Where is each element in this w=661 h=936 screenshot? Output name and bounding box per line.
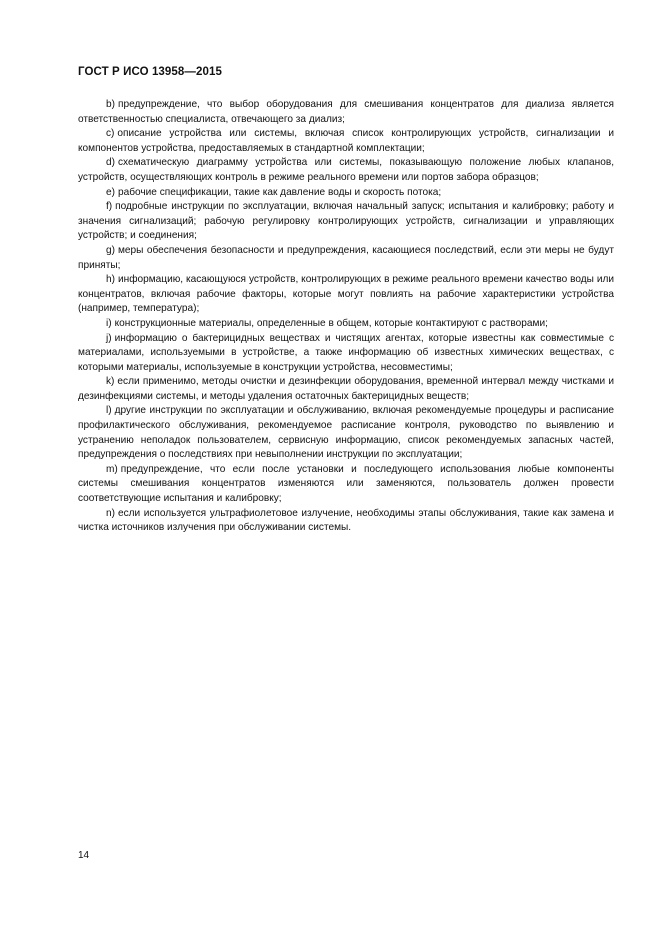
list-item-j: [78, 332, 614, 376]
item-marker: j): [106, 332, 112, 344]
item-marker: d): [106, 157, 115, 169]
item-text: конструкционные материалы, определенные в общем, которые контактируют с растворами;: [114, 317, 548, 329]
list-item-m: [78, 463, 614, 507]
item-text: описание устройства или системы, включая список контролирующих устройств, сигнализации и компонентов устройства, предоставляемых в стандартной комплектации;: [78, 128, 614, 154]
item-text: если применимо, методы очистки и дезинфекции оборудования, временной интервал между чистками и дезинфекциями системы, и методы удаления остаточных бактерицидных веществ;: [78, 376, 614, 402]
item-marker: n): [106, 507, 115, 519]
item-text: схематическую диаграмму устройства или системы, показывающую положение любых клапанов, устройств, осуществляющих контроль в режиме реального времени или портов забора образцов;: [78, 157, 614, 183]
item-text: рабочие спецификации, такие как давление воды и скорость потока;: [117, 186, 442, 198]
item-marker: e): [106, 186, 115, 198]
item-marker: k): [106, 376, 115, 388]
list-item-n: [78, 507, 614, 536]
item-marker: c): [106, 128, 115, 140]
document-body: [78, 98, 614, 536]
item-marker: g): [106, 244, 115, 256]
list-item-g: [78, 244, 614, 273]
item-marker: h): [106, 274, 115, 286]
document-header: ГОСТ Р ИСО 13958—2015: [78, 66, 223, 78]
item-marker: l): [106, 405, 112, 417]
list-item-i: [78, 317, 614, 332]
item-marker: i): [106, 317, 112, 329]
item-text: если используется ультрафиолетовое излучение, необходимы этапы обслуживания, такие как замена и чистка источников излучения при обслуживании системы.: [78, 507, 614, 534]
item-text: подробные инструкции по эксплуатации, включая начальный запуск; испытания и калибровку; работу и значения сигнализаций; рабочую регулировку контролирующих устройств, сигнализации и управляющих устройств; и соединения;: [78, 201, 614, 242]
item-text: предупреждение, что если после установки и последующего использования любые компоненты системы смешивания концентратов изменяются или заменяются, пользователь должен провести соответствующие испытания и калибровку;: [78, 463, 614, 505]
list-item-c: [78, 127, 614, 156]
item-text: информацию о бактерицидных веществах и чистящих агентах, которые известны как совместимые с материалами, используемыми в устройстве, а также информацию об известных химических веществах, с которыми материалы, используемые в конструкции устройства, несовместимы;: [78, 332, 614, 373]
list-item-e: [78, 186, 614, 201]
page-number: 14: [78, 850, 90, 861]
list-item-d: [78, 156, 614, 185]
item-marker: f): [106, 201, 113, 213]
list-item-l: [78, 404, 614, 462]
list-item-f: [78, 200, 614, 244]
item-marker: b): [106, 99, 115, 110]
list-item-b: [78, 98, 614, 127]
item-text: другие инструкции по эксплуатации и обслуживанию, включая рекомендуемые процедуры и расписание профилактического обслуживания, рекомендуемое расписание контроля, руководство по выявлению и устранению неполадок пользователем, сервисную информацию, список рекомендуемых запасных частей, предупреждения о последствиях при невыполнении инструкции по эксплуатации;: [78, 405, 614, 461]
item-marker: m): [106, 463, 118, 475]
item-text: информацию, касающуюся устройств, контролирующих в режиме реального времени качество воды или концентратов, включая рабочие факторы, которые могут повлиять на рабочие характеристики устройства (например, температура);: [78, 274, 614, 315]
list-item-k: [78, 375, 614, 404]
item-text: предупреждение, что выбор оборудования для смешивания концентратов для диализа является ответственностью специалиста, отвечающего за диализ;: [78, 99, 614, 125]
list-item-h: [78, 273, 614, 317]
item-text: меры обеспечения безопасности и предупреждения, касающиеся последствий, если эти меры не будут приняты;: [78, 244, 614, 271]
